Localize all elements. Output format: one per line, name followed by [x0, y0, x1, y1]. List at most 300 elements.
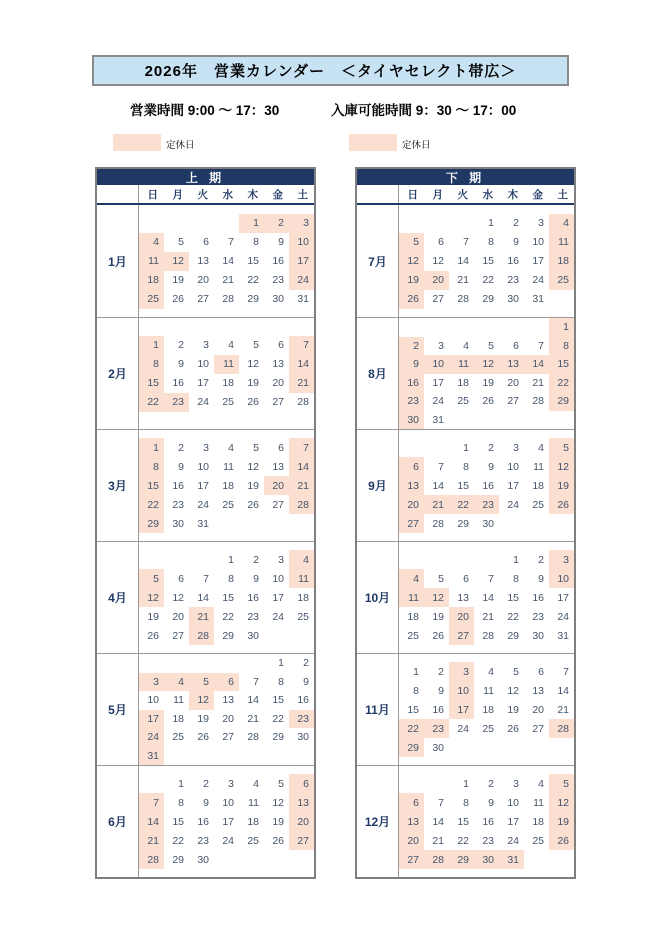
- week-row: [399, 214, 574, 233]
- day-cell: 25: [172, 731, 184, 744]
- day-cell: 18: [222, 479, 234, 492]
- week-row: [399, 252, 574, 271]
- week-row: [399, 793, 574, 812]
- day-cell: [424, 774, 449, 793]
- day-cell-closed: 17: [139, 710, 164, 729]
- day-cell-closed: 27: [289, 831, 314, 850]
- closed-day-legend-swatch: [113, 134, 161, 151]
- day-cell-closed: 12: [549, 793, 574, 812]
- month-grid: [399, 318, 574, 429]
- day-cell-closed: 1: [139, 438, 164, 457]
- day-cell-closed: 21: [424, 495, 449, 514]
- day-cell-closed: 22: [139, 393, 164, 412]
- day-cell: 18: [407, 610, 419, 623]
- month-grid: [139, 318, 314, 429]
- day-cell: 28: [457, 293, 469, 305]
- week-row: [399, 569, 574, 588]
- day-cell: 11: [223, 460, 234, 473]
- day-cell-closed: 30: [474, 850, 499, 869]
- day-cell: 10: [272, 572, 284, 585]
- day-cell: 31: [297, 293, 309, 305]
- day-cell: 9: [538, 572, 544, 585]
- day-cell: 22: [172, 834, 184, 847]
- day-cell: 24: [432, 395, 444, 408]
- day-cell: 15: [272, 694, 284, 707]
- day-cell: 2: [488, 777, 494, 790]
- day-cell-closed: 29: [399, 738, 424, 757]
- day-cell: 17: [532, 255, 544, 267]
- week-row: [139, 438, 314, 457]
- day-cell-closed: 28: [189, 626, 214, 645]
- day-cell: 22: [222, 610, 234, 623]
- day-cell: 18: [247, 815, 259, 828]
- day-cell-closed: 5: [189, 673, 214, 692]
- day-cell: 9: [303, 675, 309, 688]
- week-row: [139, 831, 314, 850]
- day-cell: 19: [272, 815, 284, 828]
- day-cell: [214, 747, 239, 766]
- day-cell-closed: 6: [399, 457, 424, 476]
- day-cell: 5: [438, 572, 444, 585]
- day-cell: 7: [438, 460, 444, 473]
- day-cell: 1: [488, 217, 494, 229]
- day-cell: [399, 318, 424, 337]
- day-cell: 10: [507, 796, 519, 809]
- day-cell: 1: [463, 441, 469, 454]
- weekday-header-row: [357, 185, 574, 205]
- week-row: [139, 850, 314, 869]
- day-cell: 2: [538, 553, 544, 566]
- day-cell: [139, 550, 164, 569]
- month-grid: [139, 766, 314, 877]
- day-cell: [164, 747, 189, 766]
- day-cell-closed: 31: [139, 747, 164, 766]
- day-cell: 24: [557, 610, 569, 623]
- day-cell: 30: [482, 517, 494, 530]
- week-row: [139, 271, 314, 290]
- day-cell: [549, 850, 574, 869]
- day-cell-closed: 27: [399, 514, 424, 533]
- day-cell: [474, 411, 499, 430]
- day-cell-closed: 18: [549, 252, 574, 271]
- day-cell: 16: [272, 255, 284, 267]
- month-label: 12月: [357, 766, 399, 877]
- day-cell: 16: [297, 694, 309, 707]
- day-cell-closed: 13: [399, 812, 424, 831]
- day-cell: 8: [513, 572, 519, 585]
- day-cell: 24: [532, 274, 544, 286]
- day-cell: 13: [272, 358, 284, 370]
- day-cell: 29: [247, 293, 259, 305]
- day-cell: 25: [532, 834, 544, 847]
- day-cell-closed: 23: [474, 495, 499, 514]
- calendar-table-second-half: [355, 167, 576, 879]
- day-cell: 23: [197, 834, 209, 847]
- day-cell: 2: [178, 339, 184, 351]
- day-cell: [399, 550, 424, 569]
- day-cell: 14: [432, 815, 444, 828]
- month-label: 2月: [97, 318, 139, 429]
- day-cell-closed: 12: [424, 588, 449, 607]
- month-label: 10月: [357, 542, 399, 653]
- month-row: [97, 205, 314, 317]
- day-cell: 16: [482, 479, 494, 492]
- week-row: [139, 710, 314, 729]
- day-cell-closed: 4: [549, 214, 574, 233]
- day-cell: [289, 514, 314, 533]
- day-cell: 7: [563, 665, 569, 678]
- day-cell: 20: [507, 376, 519, 389]
- day-cell: [449, 738, 474, 757]
- day-cell: 17: [222, 815, 234, 828]
- week-row: [399, 495, 574, 514]
- week-row: [399, 681, 574, 700]
- day-cell: 1: [178, 777, 184, 790]
- day-cell: 12: [272, 796, 284, 809]
- day-cell-closed: 15: [549, 355, 574, 374]
- day-cell: 20: [172, 610, 184, 623]
- day-cell-closed: 5: [139, 569, 164, 588]
- day-cell-closed: 8: [139, 457, 164, 476]
- day-cell: 27: [507, 395, 519, 408]
- weekday-header-row: [97, 185, 314, 205]
- day-cell: 15: [507, 591, 519, 604]
- day-cell: 6: [463, 572, 469, 585]
- day-cell-closed: 3: [449, 662, 474, 681]
- day-cell: [264, 850, 289, 869]
- day-cell: 12: [247, 358, 259, 370]
- day-cell: [399, 214, 424, 233]
- day-cell: 31: [432, 413, 444, 426]
- week-row: [399, 774, 574, 793]
- day-cell: 14: [247, 694, 259, 707]
- day-cell: 18: [482, 703, 494, 716]
- day-cell: 19: [147, 610, 159, 623]
- day-cell: [189, 747, 214, 766]
- day-cell: 16: [197, 815, 209, 828]
- day-cell: 23: [507, 274, 519, 286]
- day-cell: 26: [432, 629, 444, 642]
- day-cell-closed: 4: [139, 233, 164, 252]
- day-cell: 19: [172, 274, 184, 286]
- day-cell-closed: 8: [549, 337, 574, 356]
- day-cell: 16: [172, 479, 184, 492]
- day-cell: 23: [247, 610, 259, 623]
- month-grid: [399, 542, 574, 653]
- week-row: [399, 514, 574, 533]
- day-cell-closed: 22: [139, 495, 164, 514]
- day-cell: [399, 774, 424, 793]
- day-cell: 22: [507, 610, 519, 623]
- day-cell: 18: [297, 591, 309, 604]
- day-cell: 30: [197, 853, 209, 866]
- weekday-label: 日: [147, 188, 158, 201]
- day-cell: 5: [513, 665, 519, 678]
- week-row: [139, 774, 314, 793]
- day-cell: 29: [222, 629, 234, 642]
- day-cell: [214, 514, 239, 533]
- day-cell: 14: [482, 591, 494, 604]
- weekday-label: 火: [197, 188, 208, 201]
- day-cell: 21: [222, 274, 234, 286]
- day-cell: 27: [197, 293, 209, 305]
- day-cell: 24: [272, 610, 284, 623]
- day-cell: [239, 850, 264, 869]
- closed-day-legend-label: 定休日: [166, 140, 195, 151]
- week-row: [139, 654, 314, 673]
- day-cell-closed: 9: [399, 355, 424, 374]
- months-container: [357, 205, 574, 877]
- week-row: [139, 747, 314, 766]
- day-cell-closed: 23: [289, 710, 314, 729]
- day-cell: 5: [278, 777, 284, 790]
- day-cell: [474, 550, 499, 569]
- day-cell: [449, 411, 474, 430]
- day-cell-closed: 27: [449, 626, 474, 645]
- day-cell: 6: [513, 339, 519, 352]
- week-row: [399, 233, 574, 252]
- day-cell: 30: [507, 293, 519, 305]
- day-cell: 18: [532, 479, 544, 492]
- day-cell: 24: [507, 498, 519, 511]
- business-hours-text: 営業時間 9:00 ～ 17：30: [130, 103, 280, 118]
- week-row: [399, 476, 574, 495]
- day-cell-closed: 11: [549, 233, 574, 252]
- day-cell: 2: [303, 657, 309, 670]
- day-cell-closed: 23: [424, 719, 449, 738]
- weekday-label: 水: [222, 188, 233, 201]
- day-cell: 26: [247, 396, 259, 408]
- day-cell-closed: 20: [399, 495, 424, 514]
- closed-day-legend-swatch: [349, 134, 397, 151]
- week-row: [399, 550, 574, 569]
- day-cell: 26: [247, 498, 259, 511]
- day-cell: [549, 514, 574, 533]
- day-cell: 12: [507, 684, 519, 697]
- week-row: [399, 411, 574, 430]
- day-cell: 27: [432, 293, 444, 305]
- week-row: [139, 673, 314, 692]
- day-cell-closed: 23: [164, 393, 189, 412]
- day-cell-closed: 3: [549, 550, 574, 569]
- day-cell: 8: [488, 236, 494, 248]
- day-cell: 13: [457, 591, 469, 604]
- day-cell: 6: [178, 572, 184, 585]
- day-cell: 3: [203, 339, 209, 351]
- day-cell: 25: [222, 396, 234, 408]
- day-cell: 30: [247, 629, 259, 642]
- day-cell: 15: [457, 815, 469, 828]
- day-cell: 4: [538, 777, 544, 790]
- month-label: 4月: [97, 542, 139, 653]
- day-cell-closed: 20: [289, 812, 314, 831]
- day-cell: 3: [203, 441, 209, 454]
- week-row: [139, 793, 314, 812]
- week-row: [139, 626, 314, 645]
- day-cell: 13: [532, 684, 544, 697]
- day-cell: 17: [197, 377, 209, 389]
- week-row: [139, 233, 314, 252]
- day-cell: 8: [253, 236, 259, 248]
- day-cell-closed: 7: [289, 438, 314, 457]
- day-cell: 17: [507, 479, 519, 492]
- day-cell: 31: [532, 293, 544, 305]
- day-cell: 21: [247, 712, 259, 725]
- day-cell: 25: [457, 395, 469, 408]
- day-cell: 9: [438, 684, 444, 697]
- month-grid: [399, 205, 574, 317]
- day-cell-closed: 13: [399, 476, 424, 495]
- week-row: [139, 336, 314, 355]
- day-cell: [524, 318, 549, 337]
- week-row: [399, 271, 574, 290]
- day-cell: 18: [222, 377, 234, 389]
- day-cell-closed: 21: [189, 607, 214, 626]
- day-cell: 19: [247, 479, 259, 492]
- day-cell: 22: [457, 834, 469, 847]
- day-cell: [139, 214, 164, 233]
- day-cell: 4: [228, 441, 234, 454]
- day-cell: 26: [482, 395, 494, 408]
- day-cell: 25: [247, 834, 259, 847]
- day-cell-closed: 5: [549, 774, 574, 793]
- day-cell: 28: [482, 629, 494, 642]
- day-cell: 29: [507, 629, 519, 642]
- day-cell: 27: [532, 722, 544, 735]
- day-cell-closed: 14: [524, 355, 549, 374]
- day-cell: 12: [172, 591, 184, 604]
- month-column-spacer: [357, 185, 399, 203]
- day-cell: 21: [532, 376, 544, 389]
- half-period-header: 上 期: [97, 169, 314, 185]
- day-cell: 16: [247, 591, 259, 604]
- day-cell: 26: [507, 722, 519, 735]
- week-row: [139, 355, 314, 374]
- day-cell: 10: [197, 460, 209, 473]
- day-cell-closed: 18: [139, 271, 164, 290]
- day-cell: 2: [178, 441, 184, 454]
- day-cell-closed: 25: [549, 271, 574, 290]
- day-cell: 24: [197, 396, 209, 408]
- day-cell: 17: [557, 591, 569, 604]
- day-cell: 7: [253, 675, 259, 688]
- day-cell: 16: [532, 591, 544, 604]
- day-cell-closed: 6: [399, 793, 424, 812]
- day-cell-closed: 29: [139, 514, 164, 533]
- day-cell: 10: [147, 694, 159, 707]
- day-cell: 11: [533, 460, 544, 473]
- day-cell: 1: [513, 553, 519, 566]
- day-cell: 30: [432, 741, 444, 754]
- day-cell: 25: [297, 610, 309, 623]
- day-cell-closed: 7: [139, 793, 164, 812]
- month-label: 6月: [97, 766, 139, 877]
- day-cell: [524, 514, 549, 533]
- day-cell-closed: 21: [289, 476, 314, 495]
- week-row: [399, 662, 574, 681]
- day-cell: 6: [203, 236, 209, 248]
- day-cell: 6: [278, 339, 284, 351]
- day-cell: 12: [247, 460, 259, 473]
- day-cell: [524, 850, 549, 869]
- day-cell-closed: 11: [214, 355, 239, 374]
- month-label: 5月: [97, 654, 139, 765]
- day-cell: [289, 626, 314, 645]
- weekday-label: 木: [247, 188, 258, 201]
- day-cell: 19: [247, 377, 259, 389]
- week-row: [399, 457, 574, 476]
- day-cell: 26: [172, 293, 184, 305]
- day-cell: [424, 550, 449, 569]
- day-cell: [549, 738, 574, 757]
- day-cell-closed: 11: [139, 252, 164, 271]
- day-cell: 3: [278, 553, 284, 566]
- day-cell: 20: [532, 703, 544, 716]
- day-cell-closed: 12: [164, 252, 189, 271]
- day-cell-closed: 10: [289, 233, 314, 252]
- month-grid: [399, 766, 574, 877]
- week-row: [399, 290, 574, 309]
- day-cell: 15: [222, 591, 234, 604]
- day-cell: 9: [178, 358, 184, 370]
- week-row: [139, 607, 314, 626]
- day-cell: 15: [482, 255, 494, 267]
- day-cell: 30: [532, 629, 544, 642]
- day-cell: [164, 654, 189, 673]
- day-cell: 15: [247, 255, 259, 267]
- day-cell: 27: [272, 498, 284, 511]
- day-cell: 20: [222, 712, 234, 725]
- day-cell: 29: [272, 731, 284, 744]
- half-period-header: 下 期: [357, 169, 574, 185]
- day-cell-closed: 10: [424, 355, 449, 374]
- day-cell: 20: [272, 377, 284, 389]
- day-cell: 19: [482, 376, 494, 389]
- day-cell: 10: [532, 236, 544, 248]
- day-cell: 4: [463, 339, 469, 352]
- day-cell: 4: [538, 441, 544, 454]
- weekday-label: 月: [172, 188, 183, 201]
- week-row: [139, 569, 314, 588]
- day-cell: 16: [432, 703, 444, 716]
- day-cell: 7: [438, 796, 444, 809]
- week-row: [399, 700, 574, 719]
- week-row: [139, 290, 314, 309]
- day-cell-closed: 2: [264, 214, 289, 233]
- week-row: [399, 374, 574, 393]
- day-cell-closed: 24: [289, 271, 314, 290]
- month-row: [97, 653, 314, 765]
- month-label: 11月: [357, 654, 399, 765]
- day-cell: [214, 654, 239, 673]
- day-cell: 19: [197, 712, 209, 725]
- day-cell: 21: [432, 834, 444, 847]
- day-cell: 9: [488, 796, 494, 809]
- week-row: [399, 812, 574, 831]
- day-cell: 18: [457, 376, 469, 389]
- day-cell-closed: 1: [139, 336, 164, 355]
- weekday-cells: [139, 185, 314, 203]
- day-cell: [424, 318, 449, 337]
- day-cell-closed: 12: [189, 691, 214, 710]
- month-row: [357, 317, 574, 429]
- day-cell-closed: 14: [289, 355, 314, 374]
- day-cell: 7: [463, 236, 469, 248]
- month-grid: [399, 430, 574, 541]
- day-cell-closed: 14: [289, 457, 314, 476]
- day-cell: [214, 214, 239, 233]
- day-cell: [164, 214, 189, 233]
